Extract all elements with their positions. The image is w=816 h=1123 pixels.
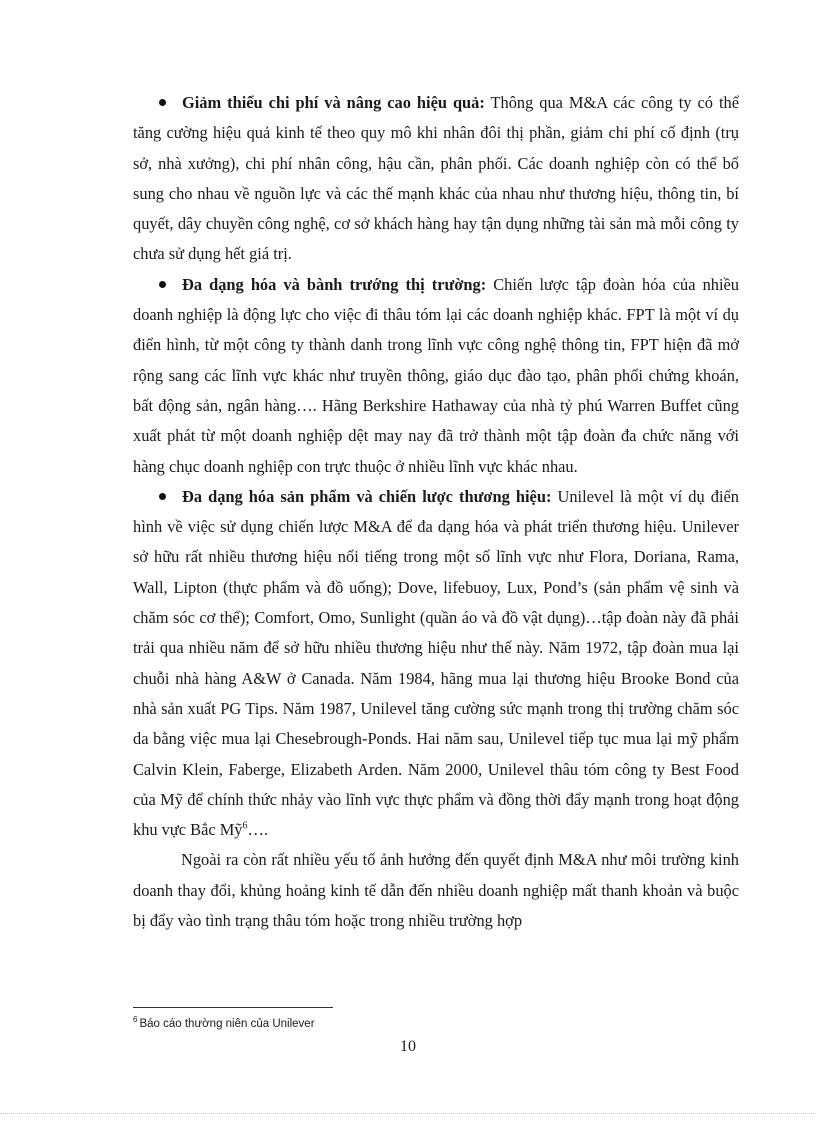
bullet-icon <box>159 99 166 106</box>
paragraph-lead: Đa dạng hóa và bành trướng thị trường: <box>182 274 487 294</box>
paragraph-lead: Giảm thiểu chi phí và nâng cao hiệu quả: <box>182 93 485 112</box>
bullet-paragraph-brand-strategy <box>133 482 739 846</box>
footnote-text: Báo cáo thường niên của Unilever <box>139 1018 315 1030</box>
footnote-reference[interactable]: 6 <box>242 820 248 832</box>
bullet-paragraph-market-expansion <box>133 270 739 482</box>
closing-paragraph: Ngoài ra còn rất nhiều yếu tố ảnh hưởng đến quyết định M&A như môi trường kinh doanh thay đổi, khủng hoảng kinh tế dẫn đến nhiều doanh nghiệp mất thanh khoản và buộc bị đẩy vào tình trạng thâu tóm hoặc trong nhiều trường hợp <box>133 850 739 931</box>
footnote <box>133 1016 315 1032</box>
bullet-icon <box>159 281 166 288</box>
paragraph-body: Unilevel là một ví dụ điển hình về việc sử dụng chiến lược M&A để đa dạng hóa và phát triển thương hiệu. Unilever sở hữu rất nhiều thương hiệu nổi tiếng trong một số lĩnh vực như Flora, Doriana, Rama, Wall, Lipton (thực phẩm và đồ uống); Dove, lifebuoy, Lux, Pond’s (sản phẩm vệ sinh và chăm sóc cơ thể); Comfort, Omo, Sunlight (quần áo và đồ vật dụng)…tập đoàn này đã phải trải qua nhiều năm để sở hữu nhiều thương hiệu như thế này. Năm 1972, tập đoàn mua lại chuỗi nhà hàng A&W ở Canada. Năm 1984, hãng mua lại thương hiệu Brooke Bond của nhà sản xuất PG Tips. Năm 1987, Unilevel tăng cường sức mạnh trong thị trường chăm sóc da bằng việc mua lại Chesebrough-Ponds. Hai năm sau, Unilevel tiếp tục mua lại mỹ phẩm Calvin Klein, Faberge, Elizabeth Arden. Năm 2000, Unilevel thâu tóm công ty Best Food của Mỹ để chính thức nhảy vào lĩnh vực thực phẩm và đồng thời đẩy mạnh trong hoạt động khu vực Bắc Mỹ <box>133 486 739 840</box>
footnote-divider <box>133 1007 333 1008</box>
paragraph-body: Chiến lược tập đoàn hóa của nhiều doanh nghiệp là động lực cho việc đi thâu tóm lại các doanh nghiệp khác. FPT là một ví dụ điển hình, từ một công ty thành danh trong lĩnh vực công nghệ thông tin, FPT hiện đã mở rộng sang các lĩnh vực khác như truyền thông, giáo dục đào tạo, phân phối chứng khoán, bất động sản, ngân hàng…. Hãng Berkshire Hathaway của nhà tỷ phú Warren Buffet cũng xuất phát từ một doanh nghiệp dệt may nay đã trở thành một tập đoàn đa chức năng với hàng chục doanh nghiệp con trực thuộc ở nhiều lĩnh vực khác nhau. <box>133 274 739 476</box>
body-text <box>133 88 739 936</box>
footnote-number: 6 <box>133 1015 138 1025</box>
paragraph-lead: Đa dạng hóa sản phẩm và chiến lược thương hiệu: <box>182 486 552 506</box>
paragraph-body: Thông qua M&A các công ty có thể tăng cường hiệu quả kinh tế theo quy mô khi nhân đôi thị phần, giảm chi phí cố định (trụ sở, nhà xưởng), chi phí nhân công, hậu cần, phân phối. Các doanh nghiệp còn có thể bổ sung cho nhau về nguồn lực và các thế mạnh khác của nhau như thương hiệu, thông tin, bí quyết, dây chuyền công nghệ, cơ sở khách hàng hay tận dụng những tài sản mà mỗi công ty chưa sử dụng hết giá trị. <box>133 93 739 264</box>
page-number: 10 <box>400 1038 416 1055</box>
bullet-icon <box>159 493 166 500</box>
bullet-paragraph-cost-efficiency <box>133 88 739 270</box>
page-edge-divider <box>0 1113 816 1114</box>
paragraph-tail: …. <box>247 820 268 840</box>
